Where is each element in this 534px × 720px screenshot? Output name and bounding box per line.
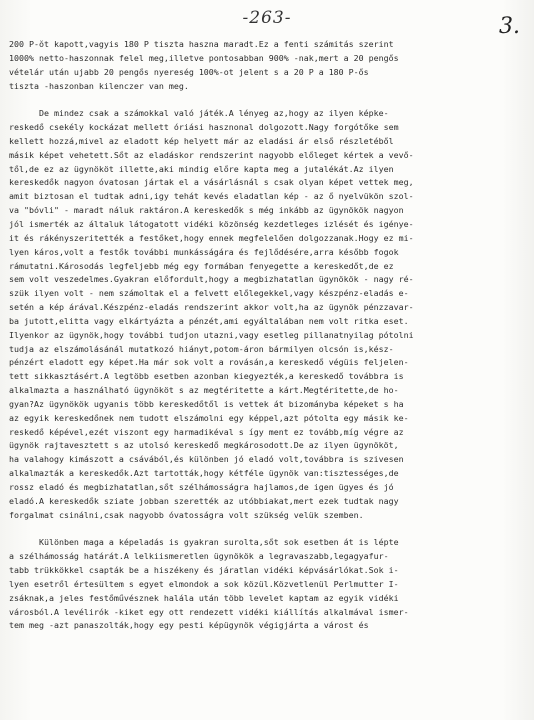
text-line: kellett hozzá,mivel az eladott kép helyett már az eladási ár első részletéből — [9, 135, 394, 146]
text-line: a szélhámosság határát.A lelkiismeretlen ügynökök a legravaszabb,legagyafur- — [9, 551, 389, 562]
text-line: alkalmazták a kereskedők.Azt tartották,hogy kétféle ügynök van:tisztességes,de — [9, 468, 399, 479]
text-line: amit biztosan el tudtak adni,igy tehát kevés eladatlan kép - az ő nyelvükön szol- — [9, 191, 414, 202]
text-line: it és rákényszeritették a festőket,hogy ennek megfelelően dolgozzanak.Hogy ez mi- — [9, 232, 414, 243]
text-line: Ilyenkor az ügynök,hogy további tudjon utazni,vagy esetleg pillanatnyilag pótolni — [9, 329, 414, 340]
text-line: ba jutott,elitta vagy elkártyázta a pénzét,ami egyáltalában nem volt ritka eset. — [9, 315, 409, 326]
text-line: tudja az elszámolásánál mutatkozó hiányt,potom-áron bármilyen olcsón is,kész- — [9, 343, 394, 354]
text-line: De mindez csak a számokkal való játék.A lényeg az,hogy az ilyen képke- — [9, 108, 389, 119]
paragraph-3 — [9, 536, 527, 633]
text-line: ügynök rajtavesztett s az utolsó kereskedő megkárosodott.De az ilyen ügynököt, — [9, 440, 399, 451]
text-line: zsáknak,a jeles festőművésznek halála után több levelet kaptam az egyik vidéki — [9, 592, 399, 603]
text-line: tabb trükkökkel csapták be a hiszékeny és járatlan vidéki képvásárlókat.Sok i- — [9, 565, 399, 576]
text-line: forgalmat csinálni,csak nagyobb óvatosságra volt szükség velük szemben. — [9, 509, 364, 520]
paragraph-gap — [9, 93, 527, 107]
text-line: 200 P-ŏt kapott,vagyis 180 P tiszta haszna maradt.Ez a fenti számitás szerint — [9, 39, 394, 49]
text-line: jól ismerték az általuk látogatott vidéki közönség kezdetleges izlését és igénye- — [9, 218, 414, 229]
text-line: rossz eladó és megbizhatatlan,sőt szélhámosságra hajlamos,de igen ügyes és jó — [9, 482, 394, 492]
text-line: lyen esetről értesültem s egyet elmondok a sok közül.Közvetlenül Perlmutter I- — [9, 578, 399, 589]
text-line: va "bóvli" - maradt náluk raktáron.A kereskedők s még inkább az ügynökök nagyon — [9, 205, 404, 216]
text-line: től,de ez az ügynököt illette,aki mindig előre kapta meg a jutalékát.Az ilyen — [9, 163, 394, 174]
text-line: másik képet vehetett.Sőt az eladáskor rendszerint nagyobb előleget kértek a vevő- — [9, 149, 414, 160]
text-line: városból.A levélirók -kiket egy ott rendezett vidéki kiállítás alkalmával ismer- — [9, 606, 409, 617]
text-line: reskedő képével,ezét viszont egy harmadikéval s így ment ez tovább,míg végre az — [9, 426, 404, 437]
paragraph-2 — [9, 107, 527, 522]
text-line: ha valahogy kimászott a csávából,és különben jó eladó volt,továbbra is szivesen — [9, 454, 404, 465]
text-line: lyen káros,volt a festők további munkásságára és fejlődésére,arra később fogok — [9, 246, 399, 257]
text-line: setén a kép árával.Készpénz-eladás rendszerint akkor volt,ha az ügynök pénzzavar- — [9, 302, 414, 313]
text-line: szük ilyen volt - nem számoltak el a felvett előlegekkel,vagy készpénz-eladás e- — [9, 288, 409, 299]
text-line: eladó.A kereskedők sziate jobban szerették az utóbbiakat,mert ezek tudtak nagy — [9, 495, 399, 506]
typewritten-body — [9, 38, 527, 633]
text-line: vételár után ujabb 20 pengős nyereség 100%-ot jelent s a 20 P a 180 P-ős — [9, 66, 369, 77]
text-line: reskedő csekély kockázat mellett óriási hasznonal dolgozott.Nagy forgótőke sem — [9, 122, 399, 133]
text-line: 1000% netto-haszonnak felel meg,illetve pontosabban 900% -nak,mert a 20 pengős — [9, 52, 399, 63]
paragraph-gap — [9, 523, 527, 537]
text-line: tett sikkasztásért.A legtöbb esetben azonban kiegyezték,a kereskedő továbbra is — [9, 371, 404, 382]
text-line: tiszta -haszonban kilenczer van meg. — [9, 80, 189, 91]
text-line: gyan?Az ügynökök ugyanis több kereskedőtől is vettek át bizományba képeket s ha — [9, 398, 404, 409]
text-line: kereskedők nagyon óvatosan jártak el a vásárlásnál s csak olyan képet vettek meg, — [9, 177, 414, 188]
text-line: sem volt veszedelmes.Gyakran előfordult,hogy a megbizhatatlan ügynökök - nagy ré- — [9, 274, 414, 285]
paragraph-1 — [9, 38, 527, 93]
text-line: Különben maga a képeladás is gyakran surolta,sőt sok esetben át is lépte — [9, 537, 399, 548]
text-line: tem meg -azt panaszolták,hogy egy pesti képügynök végigjárta a várost és — [9, 620, 369, 631]
text-line: rámutatni.Károsodás legfeljebb még egy formában fenyegette a kereskedőt,de ez — [9, 260, 394, 271]
text-line: az egyik kereskedőnek nem tudott elszámolni egy képpel,azt pótolta egy másik ke- — [9, 412, 409, 423]
page-number: -263- — [242, 8, 292, 28]
text-line: pénzért eladott egy képet.Ha már sok volt a rovásán,a kereskedő végüis feljelen- — [9, 357, 409, 368]
text-line: alkalmazta a használható ügynököt s az megtéritette a kárt.Megtéritette,de ho- — [9, 385, 399, 396]
handwritten-sheet-number: 3. — [499, 14, 520, 39]
